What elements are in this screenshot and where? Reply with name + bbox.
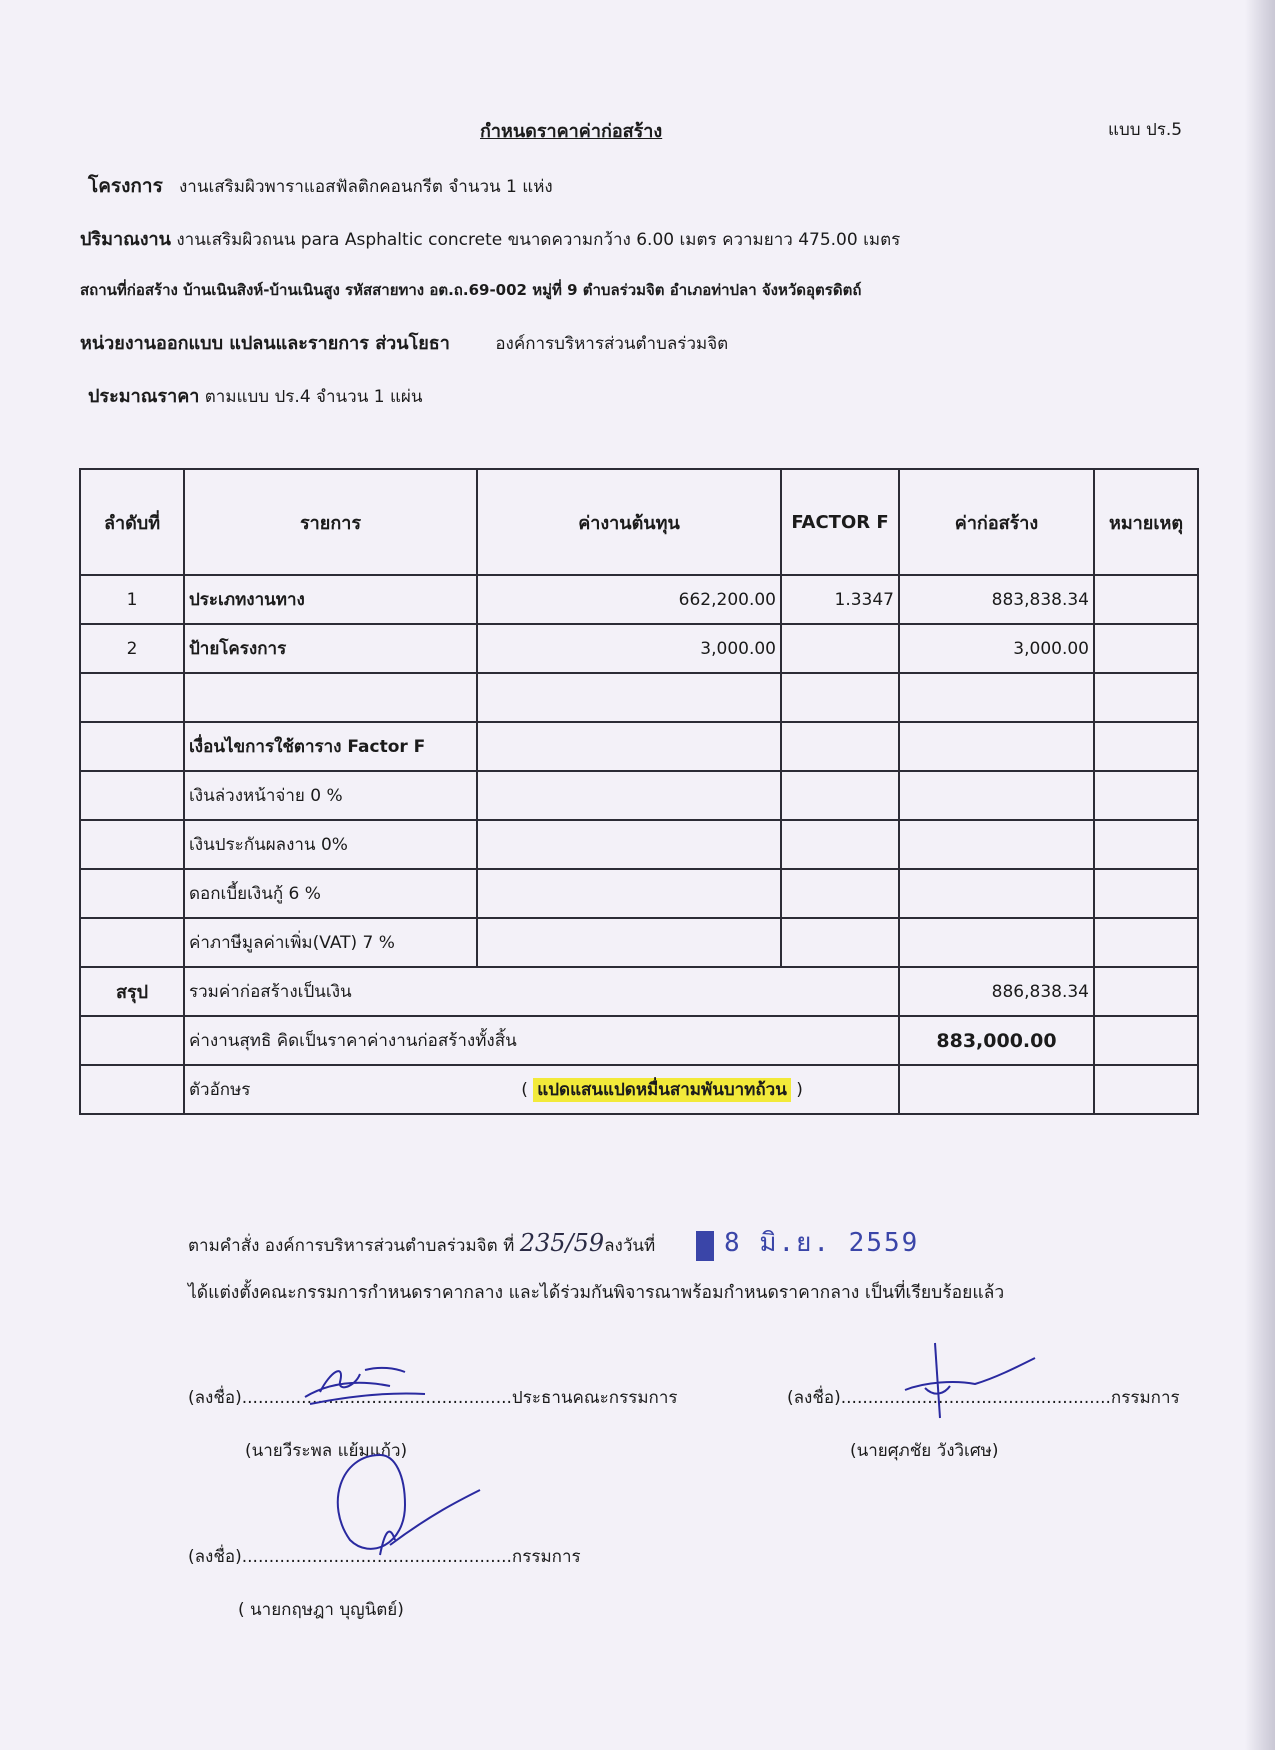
condition-row <box>80 918 1198 967</box>
estimate-label: ประมาณราคา <box>88 386 200 407</box>
text-open: ( <box>521 1080 528 1100</box>
condition-row <box>80 771 1198 820</box>
member2-signature <box>320 1445 490 1565</box>
signature-name-member-1: (นายศุภชัย วังวิเศษ) <box>850 1441 999 1461</box>
row-build: 883,838.34 <box>899 575 1094 624</box>
row-factor: 1.3347 <box>781 575 899 624</box>
summary-total-row <box>80 967 1198 1016</box>
row-build: 3,000.00 <box>899 624 1094 673</box>
condition-row <box>80 820 1198 869</box>
summary-total-label: รวมค่าก่อสร้างเป็นเงิน <box>184 967 899 1016</box>
net-total-row <box>80 1016 1198 1065</box>
order-line <box>188 1222 919 1263</box>
order-prefix: ตามคำสั่ง องค์การบริหารส่วนตำบลร่วมจิต ที่ <box>188 1236 515 1256</box>
row-no: 1 <box>80 575 184 624</box>
chair-signature <box>300 1352 430 1412</box>
row-no: 2 <box>80 624 184 673</box>
row-note <box>1094 575 1198 624</box>
member1-signature <box>895 1338 1045 1428</box>
header-item: รายการ <box>184 469 477 575</box>
conditions-title: เงื่อนไขการใช้ตาราง Factor F <box>184 722 477 771</box>
designer-value: องค์การบริหารส่วนตำบลร่วมจิต <box>495 334 729 354</box>
document-title: กำหนดราคาค่าก่อสร้าง <box>480 121 663 142</box>
cost-table <box>79 468 1199 1115</box>
estimate-line <box>88 381 423 410</box>
net-value: 883,000.00 <box>899 1016 1094 1065</box>
condition-vat: ค่าภาษีมูลค่าเพิ่ม(VAT) 7 % <box>184 918 477 967</box>
signature-name-chair: (นายวีระพล แย้มแก้ว) <box>245 1441 408 1461</box>
row-item: ประเภทงานทาง <box>184 575 477 624</box>
project-line <box>88 171 553 201</box>
table-row <box>80 624 1198 673</box>
signature-name-member-2: ( นายกฤษฎา บุญนิตย์) <box>238 1600 404 1620</box>
text-close: ) <box>796 1080 803 1100</box>
text-label: ตัวอักษร <box>189 1080 251 1100</box>
project-value: งานเสริมผิวพาราแอสฟัลติกคอนกรีต จำนวน 1 แห่ง <box>179 177 553 197</box>
site-line: สถานที่ก่อสร้าง บ้านเนินสิงห์-บ้านเนินสูง รหัสสายทาง อต.ถ.69-002 หมู่ที่ 9 ตำบลร่วมจิต อำเภอท่าปลา จังหวัดอุตรดิตถ์ <box>80 281 862 299</box>
row-item: ป้ายโครงการ <box>184 624 477 673</box>
page-edge <box>1245 0 1275 1750</box>
header-build: ค่าก่อสร้าง <box>899 469 1094 575</box>
text-amount-cell <box>184 1065 899 1114</box>
order-date-label: ลงวันที่ <box>604 1236 656 1256</box>
quantity-value: งานเสริมผิวถนน para Asphaltic concrete ขนาดความกว้าง 6.00 เมตร ความยาว 475.00 เมตร <box>176 230 901 250</box>
signature-line-member-1: (ลงชื่อ)..................................................กรรมการ <box>787 1388 1180 1408</box>
stamp-mark <box>696 1231 714 1261</box>
quantity-line <box>80 224 900 253</box>
order-number: 235/59 <box>519 1229 605 1257</box>
header-note: หมายเหตุ <box>1094 469 1198 575</box>
conditions-title-row <box>80 722 1198 771</box>
table-row <box>80 575 1198 624</box>
quantity-label: ปริมาณงาน <box>80 229 171 250</box>
text-amount-highlight: แปดแสนแปดหมื่นสามพันบาทถ้วน <box>533 1078 791 1102</box>
row-note <box>1094 624 1198 673</box>
header-no: ลำดับที่ <box>80 469 184 575</box>
designer-label: หน่วยงานออกแบบ แปลนและรายการ ส่วนโยธา <box>80 333 450 354</box>
committee-line: ได้แต่งตั้งคณะกรรมการกำหนดราคากลาง และได้ร่วมกันพิจารณาพร้อมกำหนดราคากลาง เป็นที่เรียบร้อยแล้ว <box>188 1283 1005 1303</box>
estimate-value: ตามแบบ ปร.4 จำนวน 1 แผ่น <box>204 387 423 407</box>
signature-line-chair: (ลงชื่อ)..................................................ประธานคณะกรรมการ <box>188 1388 678 1408</box>
designer-line <box>80 328 728 357</box>
text-amount-row <box>80 1065 1198 1114</box>
summary-total-value: 886,838.34 <box>899 967 1094 1016</box>
date-stamp: 8 มิ.ย. 2559 <box>724 1228 920 1258</box>
row-factor <box>781 624 899 673</box>
form-code: แบบ ปร.5 <box>1108 120 1183 140</box>
table-row-empty <box>80 673 1198 722</box>
project-label: โครงการ <box>88 175 163 197</box>
summary-label: สรุป <box>80 967 184 1016</box>
header-cost: ค่างานต้นทุน <box>477 469 781 575</box>
signature-line-member-2: (ลงชื่อ)..................................................กรรมการ <box>188 1547 581 1567</box>
condition-row <box>80 869 1198 918</box>
condition-interest: ดอกเบี้ยเงินกู้ 6 % <box>184 869 477 918</box>
table-header-row <box>80 469 1198 575</box>
row-cost: 662,200.00 <box>477 575 781 624</box>
net-label: ค่างานสุทธิ คิดเป็นราคาค่างานก่อสร้างทั้งสิ้น <box>184 1016 899 1065</box>
condition-advance: เงินล่วงหน้าจ่าย 0 % <box>184 771 477 820</box>
row-cost: 3,000.00 <box>477 624 781 673</box>
header-factor: FACTOR F <box>781 469 899 575</box>
condition-guarantee: เงินประกันผลงาน 0% <box>184 820 477 869</box>
